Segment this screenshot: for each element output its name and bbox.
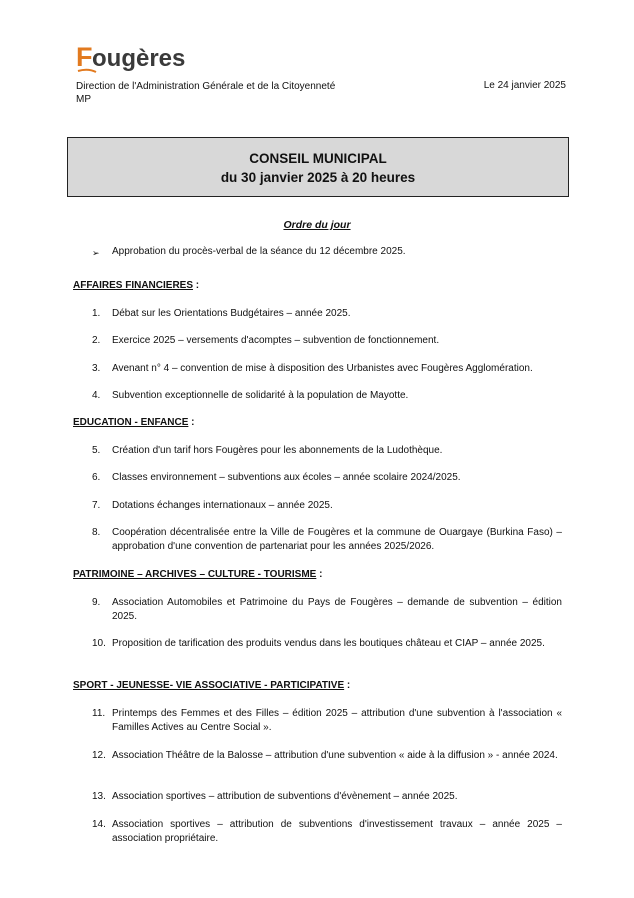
section-heading bbox=[73, 569, 322, 580]
item-text: Association sportives – attribution de subventions d'évènement – année 2025. bbox=[112, 791, 458, 802]
section-suffix: : bbox=[188, 417, 195, 428]
item-text: Association Théâtre de la Balosse – attribution d'une subvention « aide à la diffusion » - année 2024. bbox=[112, 750, 558, 761]
section-suffix: : bbox=[316, 569, 323, 580]
item-number: 9. bbox=[92, 597, 101, 608]
item-text: Exercice 2025 – versements d'acomptes – subvention de fonctionnement. bbox=[112, 335, 440, 346]
list-item bbox=[92, 818, 562, 845]
item-text: Subvention exceptionnelle de solidarité à la population de Mayotte. bbox=[112, 390, 409, 401]
item-number: 5. bbox=[92, 445, 101, 456]
arrow-bullet-icon: ➢ bbox=[92, 248, 100, 258]
item-text: Printemps des Femmes et des Filles – édition 2025 – attribution d'une subvention à l'association « Familles Actives au Centre Social ». bbox=[112, 708, 562, 733]
list-item bbox=[92, 444, 562, 458]
section-label: SPORT - JEUNESSE- VIE ASSOCIATIVE - PARTICIPATIVE bbox=[73, 680, 345, 691]
list-item bbox=[92, 526, 562, 553]
item-number: 11. bbox=[92, 708, 106, 719]
title-line-2: du 30 janvier 2025 à 20 heures bbox=[220, 170, 416, 185]
section-heading bbox=[73, 680, 350, 691]
author-initials: MP bbox=[76, 94, 91, 105]
item-number: 7. bbox=[92, 500, 101, 511]
item-number: 10. bbox=[92, 638, 106, 649]
item-text: Association sportives – attribution de subventions d'investissement travaux – année 2025 – association propriétaire. bbox=[112, 819, 562, 844]
item-text: Dotations échanges internationaux – année 2025. bbox=[112, 500, 333, 511]
logo-graphic bbox=[76, 38, 216, 78]
item-number: 2. bbox=[92, 335, 101, 346]
item-number: 4. bbox=[92, 390, 101, 401]
agenda-heading: Ordre du jour bbox=[283, 219, 351, 231]
section-label: PATRIMOINE – ARCHIVES – CULTURE - TOURISME bbox=[73, 569, 317, 580]
intro-text: Approbation du procès-verbal de la séance du 12 décembre 2025. bbox=[112, 246, 406, 257]
list-item bbox=[92, 362, 562, 376]
item-number: 8. bbox=[92, 527, 101, 538]
list-item bbox=[92, 307, 562, 321]
item-number: 1. bbox=[92, 308, 101, 319]
list-item bbox=[92, 471, 562, 485]
section-heading bbox=[73, 417, 194, 428]
section-suffix: : bbox=[193, 280, 200, 291]
item-text: Débat sur les Orientations Budgétaires – année 2025. bbox=[112, 308, 351, 319]
item-number: 13. bbox=[92, 791, 106, 802]
list-item bbox=[92, 389, 562, 403]
section-label: EDUCATION - ENFANCE bbox=[73, 417, 189, 428]
svg-text:F: F bbox=[76, 42, 93, 72]
fougeres-logo bbox=[76, 38, 216, 78]
item-text: Coopération décentralisée entre la Ville de Fougères et la commune de Ouargaye (Burkina Faso) – approbation d'une convention de partenariat pour les années 2025/2026. bbox=[112, 527, 562, 552]
list-item bbox=[92, 637, 562, 651]
department-block bbox=[76, 80, 335, 106]
item-text: Avenant n° 4 – convention de mise à disposition des Urbanistes avec Fougères Agglomération. bbox=[112, 363, 533, 374]
item-text: Classes environnement – subventions aux écoles – année scolaire 2024/2025. bbox=[112, 472, 461, 483]
title-box bbox=[67, 137, 569, 197]
section-label: AFFAIRES FINANCIERES bbox=[73, 280, 194, 291]
list-item bbox=[92, 707, 562, 734]
title-line-1: CONSEIL MUNICIPAL bbox=[249, 151, 387, 166]
list-item bbox=[92, 499, 562, 513]
list-item bbox=[92, 596, 562, 623]
item-text: Association Automobiles et Patrimoine du Pays de Fougères – demande de subvention – édition 2025. bbox=[112, 597, 562, 622]
document-date: Le 24 janvier 2025 bbox=[483, 80, 566, 91]
department-name: Direction de l'Administration Générale et de la Citoyenneté bbox=[76, 81, 336, 92]
item-text: Proposition de tarification des produits vendus dans les boutiques château et CIAP – année 2025. bbox=[112, 638, 545, 649]
item-number: 12. bbox=[92, 750, 106, 761]
list-item bbox=[92, 790, 562, 804]
list-item bbox=[92, 334, 562, 348]
section-heading bbox=[73, 280, 199, 291]
intro-item bbox=[92, 246, 406, 260]
item-number: 6. bbox=[92, 472, 101, 483]
list-item bbox=[92, 749, 562, 763]
item-text: Création d'un tarif hors Fougères pour les abonnements de la Ludothèque. bbox=[112, 445, 443, 456]
section-suffix: : bbox=[344, 680, 351, 691]
svg-text:ougères: ougères bbox=[92, 45, 186, 72]
item-number: 3. bbox=[92, 363, 101, 374]
item-number: 14. bbox=[92, 819, 106, 830]
